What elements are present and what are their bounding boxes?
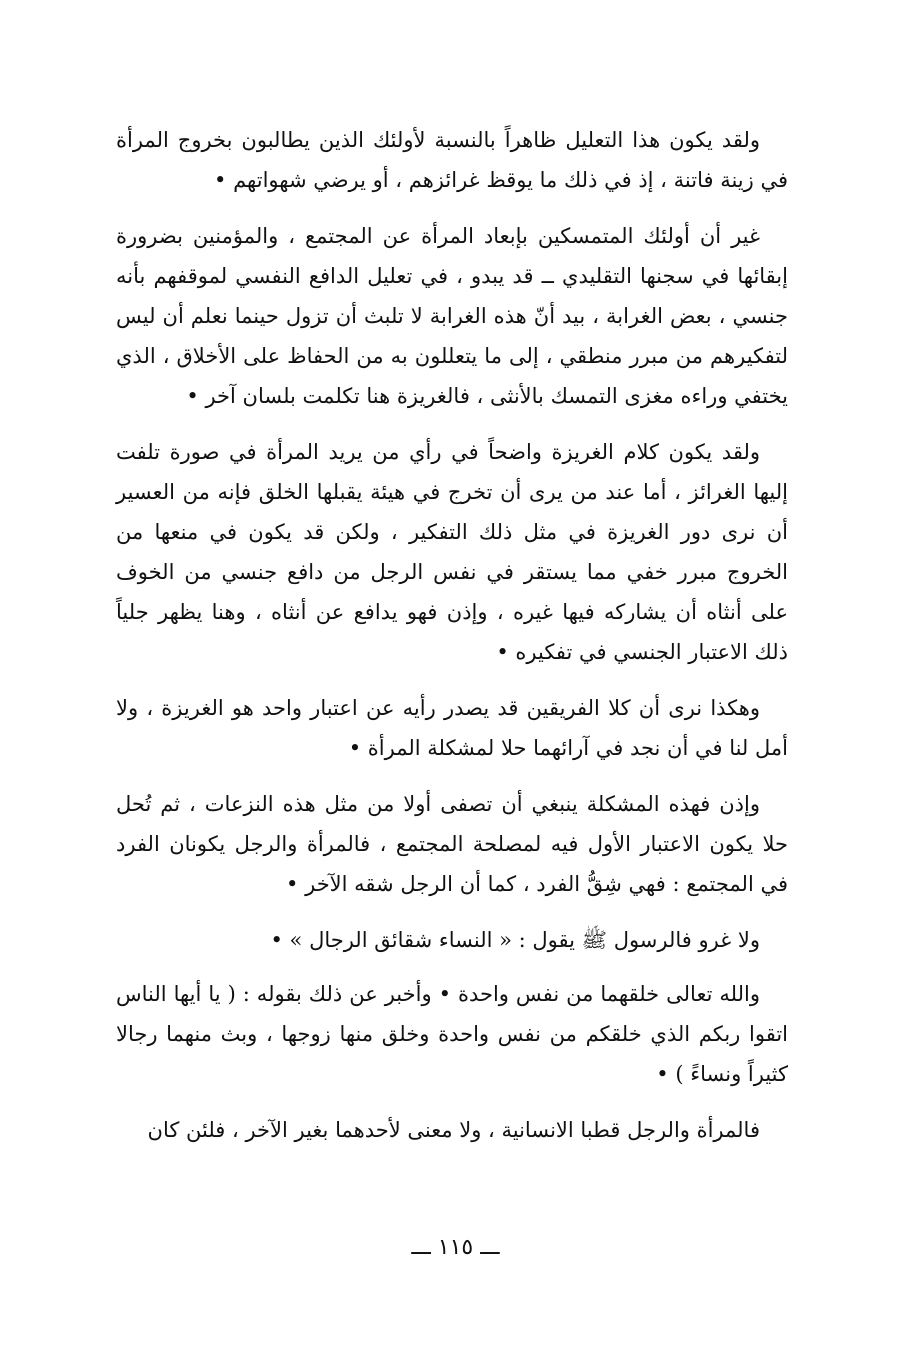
body-text bbox=[116, 120, 788, 1166]
paragraph-8: فالمرأة والرجل قطبا الانسانية ، ولا معنى لأحدهما بغير الآخر ، فلئن كان bbox=[147, 1118, 760, 1142]
paragraph-3: ولقد يكون كلام الغريزة واضحاً في رأي من يريد المرأة في صورة تلفت إليها الغرائز ، أما عند من يرى أن تخرج في هيئة يقبلها الخلق فإنه من العسير أن نرى دور الغريزة في مثل ذلك التفكير ، ولكن قد يكون في منعها من الخروج مبرر خفي مما يستقر في نفس الرجل من دافع جنسي من الخوف على أنثاه أن يشاركه فيها غيره ، وإذن فهو يدافع عن أنثاه ، وهنا يظهر جلياً ذلك الاعتبار الجنسي في تفكيره • bbox=[116, 440, 788, 664]
page-number: ـــ ١١٥ ـــ bbox=[411, 1235, 500, 1260]
paragraph-7: والله تعالى خلقهما من نفس واحدة • وأخبر عن ذلك بقوله : ( يا أيها الناس اتقوا ربكم الذي خلقكم من نفس واحدة وخلق منها زوجها ، وبث منهما رجالا كثيراً ونساءً ) • bbox=[116, 982, 788, 1086]
paragraph-2: غير أن أولئك المتمسكين بإبعاد المرأة عن المجتمع ، والمؤمنين بضرورة إبقائها في سجنها التقليدي ــ قد يبدو ، في تعليل الدافع النفسي لموقفهم بأنه جنسي ، بعض الغرابة ، بيد أنّ هذه الغرابة لا تلبث أن تزول حينما نعلم أن ليس لتفكيرهم من مبرر منطقي ، إلى ما يتعللون به من الحفاظ على الأخلاق ، الذي يختفي وراءه مغزى التمسك بالأنثى ، فالغريزة هنا تكلمت بلسان آخر • bbox=[116, 224, 788, 408]
paragraph-5: وإذن فهذه المشكلة ينبغي أن تصفى أولا من مثل هذه النزعات ، ثم تُحل حلا يكون الاعتبار الأول فيه لمصلحة المجتمع ، فالمرأة والرجل يكونان الفرد في المجتمع : فهي شِقُّ الفرد ، كما أن الرجل شقه الآخر • bbox=[116, 792, 788, 896]
paragraph-1: ولقد يكون هذا التعليل ظاهراً بالنسبة لأولئك الذين يطالبون بخروج المرأة في زينة فاتنة ، إذ في ذلك ما يوقظ غرائزهم ، أو يرضي شهواتهم • bbox=[116, 128, 788, 192]
paragraph-6: ولا غرو فالرسول ﷺ يقول : « النساء شقائق الرجال » • bbox=[270, 928, 760, 952]
paragraph-4: وهكذا نرى أن كلا الفريقين قد يصدر رأيه عن اعتبار واحد هو الغريزة ، ولا أمل لنا في أن نجد في آرائهما حلا لمشكلة المرأة • bbox=[116, 696, 788, 760]
